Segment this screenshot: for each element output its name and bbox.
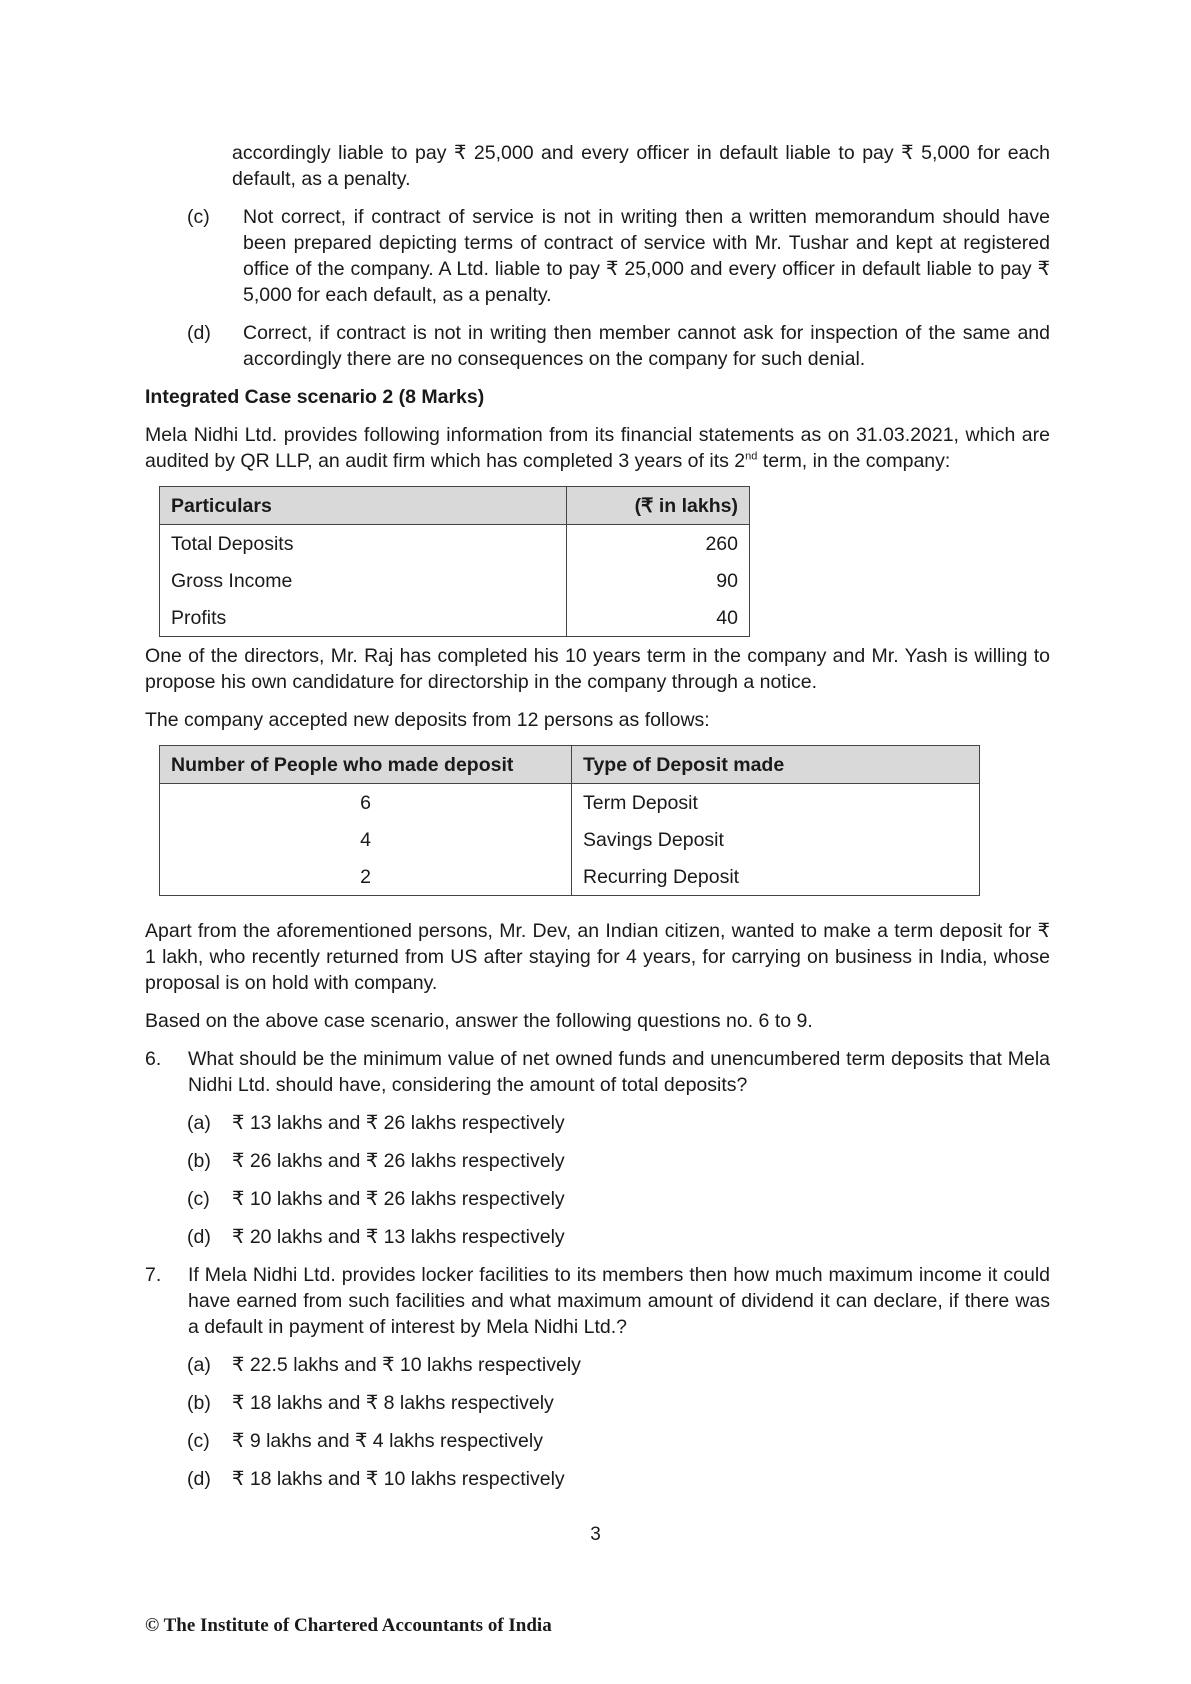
column-header: Particulars xyxy=(160,487,567,525)
question-option xyxy=(145,1466,1050,1492)
option-text: ₹ 13 lakhs and ₹ 26 lakhs respectively xyxy=(232,1112,565,1134)
table-row xyxy=(160,784,980,822)
table-row xyxy=(160,599,750,637)
column-header: (₹ in lakhs) xyxy=(567,487,750,525)
question-option xyxy=(145,1390,1050,1416)
question-text: If Mela Nidhi Ltd. provides locker facilities to its members then how much maximum income it could have earned from such facilities and what maximum amount of dividend it can declare, if there was a default in payment of interest by Mela Nidhi Ltd.? xyxy=(188,1264,1050,1338)
table-cell: 40 xyxy=(567,599,750,637)
table-cell: 6 xyxy=(160,784,572,822)
case-heading: Integrated Case scenario 2 (8 Marks) xyxy=(145,386,485,408)
option-label: (d) xyxy=(187,322,211,344)
table-header-row xyxy=(160,487,750,525)
question-option xyxy=(145,1224,1050,1250)
question-option xyxy=(145,1148,1050,1174)
deposits-paragraph: The company accepted new deposits from 12 persons as follows: xyxy=(145,709,710,731)
question-option xyxy=(145,1110,1050,1136)
option-text: ₹ 9 lakhs and ₹ 4 lakhs respectively xyxy=(232,1430,543,1452)
option-text: ₹ 20 lakhs and ₹ 13 lakhs respectively xyxy=(232,1226,565,1248)
case-intro: Mela Nidhi Ltd. provides following information from its financial statements as on 31.03.2021, which are audited by QR LLP, an audit firm which has completed 3 years of its 2nd term, in the company: xyxy=(145,424,1050,472)
option-text: ₹ 26 lakhs and ₹ 26 lakhs respectively xyxy=(232,1150,565,1172)
question-option xyxy=(145,1186,1050,1212)
page-number: 3 xyxy=(590,1524,601,1545)
dev-paragraph: Apart from the aforementioned persons, Mr. Dev, an Indian citizen, wanted to make a term deposit for ₹ 1 lakh, who recently returned from US after staying for 4 years, for carrying on business in India, whose proposal is on hold with company. xyxy=(145,920,1050,994)
option-text: ₹ 18 lakhs and ₹ 8 lakhs respectively xyxy=(232,1392,554,1414)
table-cell: 260 xyxy=(567,525,750,563)
question-number: 7. xyxy=(145,1264,162,1286)
footer-copyright: © The Institute of Chartered Accountants of India xyxy=(145,1615,552,1636)
table-cell: 4 xyxy=(160,821,572,858)
option-b-continuation: accordingly liable to pay ₹ 25,000 and every officer in default liable to pay ₹ 5,000 for each default, as a penalty. xyxy=(232,142,1050,190)
option-label: (b) xyxy=(187,1150,211,1172)
financials-table xyxy=(159,486,750,637)
option-label: (c) xyxy=(187,1188,210,1210)
question-number: 6. xyxy=(145,1048,162,1070)
option-text: ₹ 22.5 lakhs and ₹ 10 lakhs respectively xyxy=(232,1354,581,1376)
directors-paragraph: One of the directors, Mr. Raj has completed his 10 years term in the company and Mr. Yash is willing to propose his own candidature for directorship in the company through a notice. xyxy=(145,645,1050,693)
based-paragraph: Based on the above case scenario, answer the following questions no. 6 to 9. xyxy=(145,1010,813,1032)
question-text: What should be the minimum value of net owned funds and unencumbered term deposits that Mela Nidhi Ltd. should have, considering the amount of total deposits? xyxy=(188,1048,1050,1096)
option-text: ₹ 10 lakhs and ₹ 26 lakhs respectively xyxy=(232,1188,565,1210)
column-header: Number of People who made deposit xyxy=(160,746,572,784)
table-cell: 90 xyxy=(567,562,750,599)
option-d xyxy=(145,320,1050,372)
table-row xyxy=(160,821,980,858)
table-row xyxy=(160,525,750,563)
deposits-table xyxy=(159,745,980,896)
option-label: (a) xyxy=(187,1112,211,1134)
table-cell: Profits xyxy=(160,599,567,637)
question-option xyxy=(145,1352,1050,1378)
table-header-row xyxy=(160,746,980,784)
table-cell: Total Deposits xyxy=(160,525,567,563)
table-cell: Gross Income xyxy=(160,562,567,599)
option-label: (c) xyxy=(187,1430,210,1452)
option-label: (d) xyxy=(187,1226,211,1248)
question-7 xyxy=(145,1262,1050,1340)
document-page xyxy=(145,140,1050,1504)
option-text: Correct, if contract is not in writing then member cannot ask for inspection of the same and accordingly there are no consequences on the company for such denial. xyxy=(243,322,1050,370)
option-text: Not correct, if contract of service is not in writing then a written memorandum should have been prepared depicting terms of contract of service with Mr. Tushar and kept at registered office of the company. A Ltd. liable to pay ₹ 25,000 and every officer in default liable to pay ₹ 5,000 for each default, as a penalty. xyxy=(243,206,1050,306)
table-cell: Savings Deposit xyxy=(572,821,980,858)
table-row xyxy=(160,858,980,896)
option-label: (c) xyxy=(187,206,210,228)
column-header: Type of Deposit made xyxy=(572,746,980,784)
table-cell: 2 xyxy=(160,858,572,896)
option-label: (b) xyxy=(187,1392,211,1414)
table-cell: Term Deposit xyxy=(572,784,980,822)
option-c xyxy=(145,204,1050,308)
option-label: (a) xyxy=(187,1354,211,1376)
option-text: ₹ 18 lakhs and ₹ 10 lakhs respectively xyxy=(232,1468,565,1490)
table-row xyxy=(160,562,750,599)
question-6 xyxy=(145,1046,1050,1098)
question-option xyxy=(145,1428,1050,1454)
table-cell: Recurring Deposit xyxy=(572,858,980,896)
option-label: (d) xyxy=(187,1468,211,1490)
